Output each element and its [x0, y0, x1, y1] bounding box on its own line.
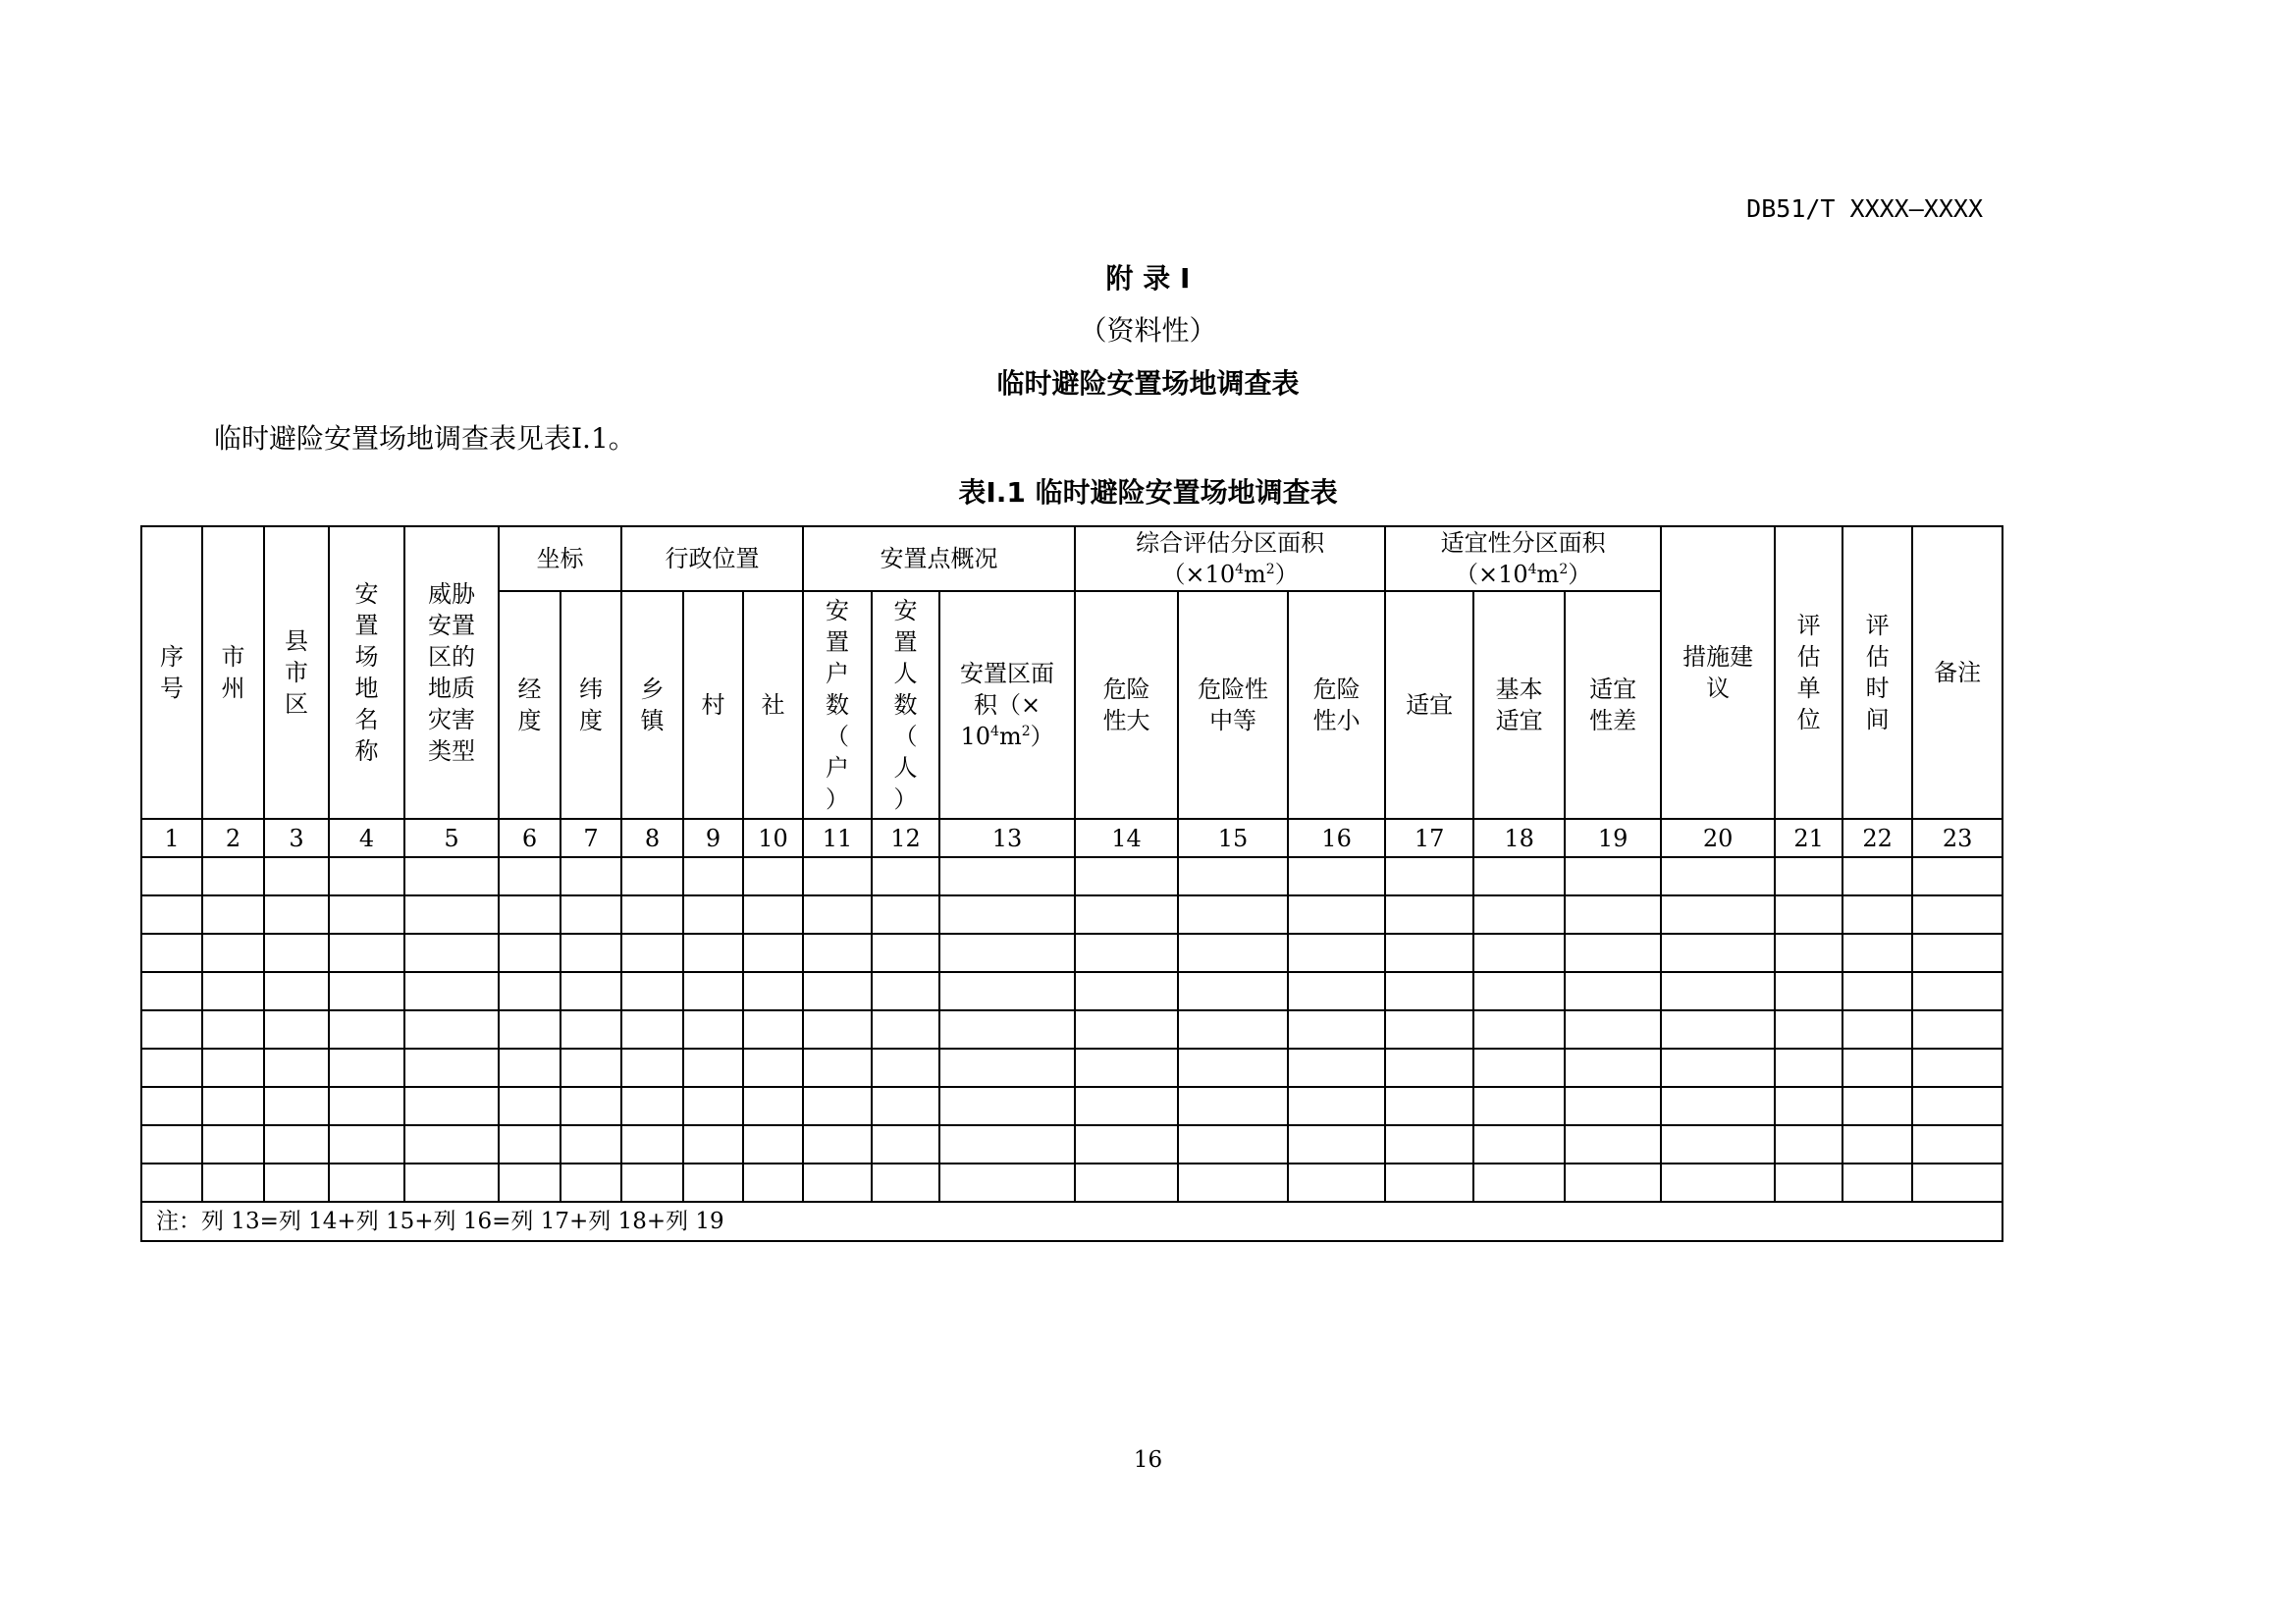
table-cell	[1385, 1125, 1473, 1164]
table-row	[141, 1049, 2002, 1087]
header-village: 村	[683, 591, 743, 819]
header-group-admin-location: 行政位置	[621, 526, 803, 591]
table-cell	[803, 934, 872, 972]
table-cell	[1385, 895, 1473, 934]
table-cell	[561, 1125, 621, 1164]
table-cell	[141, 934, 202, 972]
table-cell	[939, 1125, 1075, 1164]
column-number: 1	[141, 819, 202, 857]
table-cell	[499, 1010, 561, 1049]
table-cell	[404, 1087, 499, 1125]
table-cell	[743, 1087, 803, 1125]
table-cell	[683, 895, 743, 934]
table-cell	[1288, 895, 1385, 934]
column-number: 4	[329, 819, 404, 857]
table-cell	[141, 1049, 202, 1087]
table-cell	[743, 1049, 803, 1087]
table-cell	[1775, 1049, 1842, 1087]
table-cell	[939, 1087, 1075, 1125]
header-persons: 安 置 人 数 （ 人 ）	[872, 591, 939, 819]
appendix-nature: （资料性）	[1079, 314, 1217, 347]
table-cell	[1565, 895, 1661, 934]
column-number: 20	[1661, 819, 1775, 857]
table-cell	[743, 972, 803, 1010]
table-cell	[499, 895, 561, 934]
table-cell	[1912, 934, 2002, 972]
column-number: 19	[1565, 819, 1661, 857]
column-number: 7	[561, 819, 621, 857]
table-cell	[1775, 934, 1842, 972]
table-cell	[1842, 1010, 1912, 1049]
table-cell	[1775, 1125, 1842, 1164]
table-cell	[1775, 1010, 1842, 1049]
table-cell	[1075, 934, 1178, 972]
intro-paragraph: 临时避险安置场地调查表见表I.1。	[214, 422, 636, 455]
table-cell	[404, 934, 499, 972]
header-group-coordinates: 坐标	[499, 526, 621, 591]
table-cell	[499, 1125, 561, 1164]
header-longitude: 经 度	[499, 591, 561, 819]
table-cell	[1385, 1087, 1473, 1125]
table-cell	[499, 1164, 561, 1202]
table-cell	[1288, 857, 1385, 895]
header-group-site-overview: 安置点概况	[803, 526, 1075, 591]
table-cell	[1661, 895, 1775, 934]
table-cell	[404, 1049, 499, 1087]
header-poorly-suitable: 适宜 性差	[1565, 591, 1661, 819]
table-cell	[1288, 1125, 1385, 1164]
column-number: 8	[621, 819, 683, 857]
table-row	[141, 857, 2002, 895]
column-number: 21	[1775, 819, 1842, 857]
table-cell	[1288, 1164, 1385, 1202]
table-cell	[803, 1125, 872, 1164]
table-cell	[1661, 857, 1775, 895]
table-cell	[1473, 934, 1565, 972]
header-site-area: 安置区面 积（× $10^4m^2$）	[939, 591, 1075, 819]
table-row	[141, 1087, 2002, 1125]
table-cell	[1565, 857, 1661, 895]
table-row	[141, 895, 2002, 934]
column-number-row	[141, 819, 2002, 857]
table-cell	[683, 1164, 743, 1202]
column-number: 22	[1842, 819, 1912, 857]
header-latitude: 纬 度	[561, 591, 621, 819]
table-cell	[872, 857, 939, 895]
table-cell	[1912, 1125, 2002, 1164]
column-number: 6	[499, 819, 561, 857]
table-cell	[264, 934, 329, 972]
table-cell	[329, 1049, 404, 1087]
page-number: 16	[1133, 1447, 1163, 1473]
table-cell	[202, 972, 264, 1010]
table-cell	[202, 1087, 264, 1125]
table-cell	[141, 1164, 202, 1202]
table-cell	[1775, 895, 1842, 934]
header-county: 县 市 区	[264, 526, 329, 819]
table-cell	[743, 857, 803, 895]
table-cell	[939, 857, 1075, 895]
header-medium-risk: 危险性 中等	[1178, 591, 1288, 819]
table-cell	[1775, 857, 1842, 895]
column-number: 23	[1912, 819, 2002, 857]
column-number: 18	[1473, 819, 1565, 857]
table-cell	[264, 1049, 329, 1087]
table-cell	[1075, 1049, 1178, 1087]
header-eval-time: 评 估 时 间	[1842, 526, 1912, 819]
empty-data-rows	[141, 857, 2002, 1202]
column-number: 15	[1178, 819, 1288, 857]
table-cell	[264, 972, 329, 1010]
table-cell	[202, 1164, 264, 1202]
table-cell	[1661, 1049, 1775, 1087]
column-number: 11	[803, 819, 872, 857]
table-cell	[803, 895, 872, 934]
header-high-risk: 危险 性大	[1075, 591, 1178, 819]
table-cell	[329, 857, 404, 895]
table-cell	[743, 895, 803, 934]
header-city: 市 州	[202, 526, 264, 819]
table-cell	[1178, 972, 1288, 1010]
table-cell	[683, 1087, 743, 1125]
table-cell	[743, 1010, 803, 1049]
table-cell	[621, 1049, 683, 1087]
table-cell	[1565, 1125, 1661, 1164]
table-cell	[561, 857, 621, 895]
table-cell	[499, 1049, 561, 1087]
header-basically-suitable: 基本 适宜	[1473, 591, 1565, 819]
table-cell	[499, 934, 561, 972]
column-number: 12	[872, 819, 939, 857]
table-cell	[1385, 1010, 1473, 1049]
table-cell	[1661, 1164, 1775, 1202]
table-cell	[404, 1010, 499, 1049]
table-cell	[1178, 1125, 1288, 1164]
table-cell	[1565, 1164, 1661, 1202]
column-number: 9	[683, 819, 743, 857]
table-cell	[1075, 857, 1178, 895]
table-cell	[872, 1125, 939, 1164]
table-cell	[202, 1010, 264, 1049]
table-cell	[803, 1049, 872, 1087]
column-number: 14	[1075, 819, 1178, 857]
table-cell	[1775, 972, 1842, 1010]
table-cell	[1075, 1164, 1178, 1202]
table-cell	[264, 1010, 329, 1049]
table-cell	[872, 1049, 939, 1087]
table-cell	[1661, 972, 1775, 1010]
table-cell	[1473, 1125, 1565, 1164]
appendix-title: 附 录 I	[1105, 262, 1191, 295]
area-unit-label: $(\times 10^4m^2)$	[1454, 561, 1592, 588]
table-cell	[803, 1087, 872, 1125]
table-cell	[141, 1125, 202, 1164]
table-cell	[621, 1010, 683, 1049]
table-cell	[202, 1125, 264, 1164]
table-row	[141, 1010, 2002, 1049]
appendix-heading: 临时避险安置场地调查表	[996, 367, 1300, 400]
header-hazard-type: 威胁 安置 区的 地质 灾害 类型	[404, 526, 499, 819]
table-cell	[1661, 934, 1775, 972]
table-cell	[621, 895, 683, 934]
header-low-risk: 危险 性小	[1288, 591, 1385, 819]
table-cell	[141, 1087, 202, 1125]
table-cell	[939, 972, 1075, 1010]
table-cell	[1473, 1164, 1565, 1202]
table-cell	[1565, 1087, 1661, 1125]
column-number: 3	[264, 819, 329, 857]
table-cell	[1178, 1010, 1288, 1049]
table-cell	[683, 1010, 743, 1049]
table-cell	[264, 1125, 329, 1164]
table-cell	[1661, 1125, 1775, 1164]
header-eval-unit: 评 估 单 位	[1775, 526, 1842, 819]
header-suitable: 适宜	[1385, 591, 1473, 819]
table-cell	[683, 1125, 743, 1164]
column-number: 16	[1288, 819, 1385, 857]
table-cell	[683, 972, 743, 1010]
table-cell	[1473, 1010, 1565, 1049]
table-cell	[939, 1010, 1075, 1049]
table-cell	[621, 1087, 683, 1125]
table-cell	[1075, 1010, 1178, 1049]
table-cell	[621, 972, 683, 1010]
table-cell	[1842, 1164, 1912, 1202]
table-cell	[743, 1125, 803, 1164]
table-cell	[1288, 1010, 1385, 1049]
header-group-suitability-area: 适宜性分区面积 $(\times 10^4m^2)$	[1385, 526, 1661, 591]
table-cell	[561, 972, 621, 1010]
table-cell	[872, 972, 939, 1010]
table-cell	[939, 1049, 1075, 1087]
table-cell	[621, 1125, 683, 1164]
header-remarks: 备注	[1912, 526, 2002, 819]
table-cell	[1912, 1164, 2002, 1202]
table-cell	[1565, 1049, 1661, 1087]
table-cell	[1565, 972, 1661, 1010]
table-caption: 表I.1 临时避险安置场地调查表	[958, 476, 1338, 509]
area-unit-label: $(\times 10^4m^2)$	[1161, 561, 1299, 588]
table-cell	[1842, 972, 1912, 1010]
table-cell	[141, 895, 202, 934]
table-row	[141, 1125, 2002, 1164]
header-measures: 措施建 议	[1661, 526, 1775, 819]
table-cell	[499, 972, 561, 1010]
table-cell	[1075, 1125, 1178, 1164]
table-cell	[1288, 972, 1385, 1010]
table-cell	[621, 857, 683, 895]
table-cell	[561, 1164, 621, 1202]
table-cell	[1075, 1087, 1178, 1125]
table-cell	[1842, 1087, 1912, 1125]
table-cell	[264, 1164, 329, 1202]
table-cell	[1912, 1049, 2002, 1087]
table-cell	[621, 934, 683, 972]
table-cell	[1842, 857, 1912, 895]
table-cell	[1775, 1087, 1842, 1125]
table-cell	[1473, 972, 1565, 1010]
table-cell	[803, 972, 872, 1010]
document-code: DB51/T XXXX—XXXX	[1746, 194, 1983, 223]
table-cell	[561, 1010, 621, 1049]
table-cell	[499, 857, 561, 895]
table-cell	[1912, 895, 2002, 934]
table-cell	[329, 895, 404, 934]
table-note: 注：列 13=列 14+列 15+列 16=列 17+列 18+列 19	[141, 1202, 2002, 1241]
header-community: 社	[743, 591, 803, 819]
column-number: 13	[939, 819, 1075, 857]
table-cell	[803, 1010, 872, 1049]
table-cell	[1385, 1049, 1473, 1087]
table-cell	[404, 1164, 499, 1202]
table-cell	[202, 857, 264, 895]
table-cell	[939, 934, 1075, 972]
table-cell	[141, 972, 202, 1010]
table-cell	[621, 1164, 683, 1202]
table-cell	[872, 1087, 939, 1125]
table-cell	[872, 1164, 939, 1202]
survey-table	[140, 525, 2003, 1242]
table-cell	[1178, 1087, 1288, 1125]
table-cell	[683, 934, 743, 972]
table-cell	[1842, 1125, 1912, 1164]
table-cell	[1842, 1049, 1912, 1087]
table-cell	[404, 895, 499, 934]
table-cell	[329, 1087, 404, 1125]
table-cell	[872, 1010, 939, 1049]
table-cell	[1178, 857, 1288, 895]
table-cell	[141, 857, 202, 895]
column-number: 10	[743, 819, 803, 857]
table-cell	[803, 857, 872, 895]
table-cell	[264, 895, 329, 934]
table-cell	[561, 895, 621, 934]
table-cell	[743, 934, 803, 972]
table-cell	[1912, 1087, 2002, 1125]
table-cell	[1842, 934, 1912, 972]
table-cell	[1288, 1087, 1385, 1125]
table-cell	[1775, 1164, 1842, 1202]
table-cell	[1075, 895, 1178, 934]
table-row	[141, 972, 2002, 1010]
table-cell	[561, 934, 621, 972]
table-cell	[872, 934, 939, 972]
table-cell	[329, 934, 404, 972]
table-cell	[1912, 1010, 2002, 1049]
table-cell	[1473, 1087, 1565, 1125]
table-row	[141, 934, 2002, 972]
table-cell	[1842, 895, 1912, 934]
table-cell	[1288, 1049, 1385, 1087]
table-row	[141, 1164, 2002, 1202]
table-cell	[1075, 972, 1178, 1010]
table-cell	[1178, 895, 1288, 934]
table-cell	[329, 972, 404, 1010]
table-cell	[561, 1049, 621, 1087]
table-cell	[1473, 1049, 1565, 1087]
table-cell	[872, 895, 939, 934]
table-cell	[1912, 857, 2002, 895]
table-cell	[202, 934, 264, 972]
table-cell	[202, 895, 264, 934]
table-cell	[404, 972, 499, 1010]
table-cell	[329, 1010, 404, 1049]
table-cell	[404, 1125, 499, 1164]
table-cell	[329, 1125, 404, 1164]
header-serial: 序 号	[141, 526, 202, 819]
table-cell	[561, 1087, 621, 1125]
table-cell	[1661, 1087, 1775, 1125]
table-cell	[264, 1087, 329, 1125]
header-site-name: 安 置 场 地 名 称	[329, 526, 404, 819]
table-cell	[1473, 857, 1565, 895]
table-cell	[939, 1164, 1075, 1202]
table-cell	[1661, 1010, 1775, 1049]
table-cell	[1178, 1164, 1288, 1202]
header-township: 乡 镇	[621, 591, 683, 819]
table-cell	[1178, 1049, 1288, 1087]
table-cell	[1178, 934, 1288, 972]
table-cell	[1473, 895, 1565, 934]
table-cell	[1912, 972, 2002, 1010]
table-cell	[264, 857, 329, 895]
header-group-eval-area: 综合评估分区面积 $(\times 10^4m^2)$	[1075, 526, 1385, 591]
table-cell	[1385, 857, 1473, 895]
table-cell	[141, 1010, 202, 1049]
table-cell	[939, 895, 1075, 934]
table-cell	[329, 1164, 404, 1202]
table-cell	[202, 1049, 264, 1087]
table-cell	[1565, 934, 1661, 972]
column-number: 17	[1385, 819, 1473, 857]
column-number: 5	[404, 819, 499, 857]
header-households: 安 置 户 数 （ 户 ）	[803, 591, 872, 819]
table-cell	[1565, 1010, 1661, 1049]
table-cell	[803, 1164, 872, 1202]
table-cell	[499, 1087, 561, 1125]
table-cell	[1385, 1164, 1473, 1202]
table-cell	[683, 857, 743, 895]
column-number: 2	[202, 819, 264, 857]
table-cell	[743, 1164, 803, 1202]
table-cell	[1385, 934, 1473, 972]
table-cell	[404, 857, 499, 895]
table-cell	[683, 1049, 743, 1087]
table-cell	[1385, 972, 1473, 1010]
table-cell	[1288, 934, 1385, 972]
